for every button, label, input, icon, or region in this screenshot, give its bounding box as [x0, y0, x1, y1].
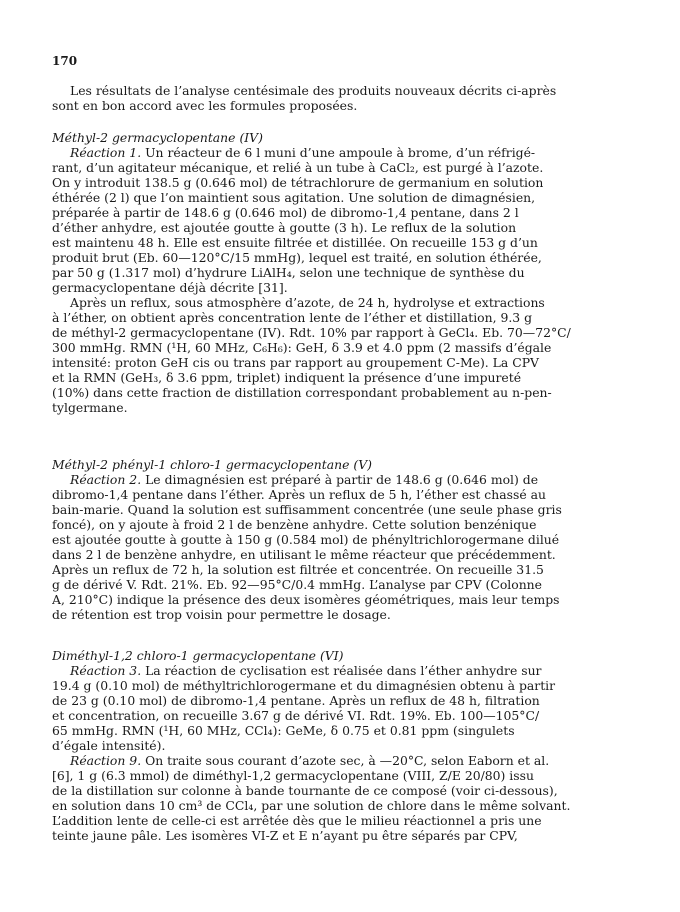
text-line: (10%) dans cette fraction de distillation correspondant probablement au n-pen- [52, 385, 552, 400]
text-line: de la distillation sur colonne à bande tournante de ce composé (voir ci-dessous), [52, 783, 558, 798]
text-line: bain-marie. Quand la solution est suffisamment concentrée (une seule phase gris [52, 502, 562, 517]
text-line: de 23 g (0.10 mol) de dibromo-1,4 pentane. Après un reflux de 48 h, filtration [52, 693, 540, 708]
section-heading: Méthyl-2 germacyclopentane (IV) [52, 130, 263, 145]
text-line: Réaction 9. On traite sous courant d’azote sec, à —20°C, selon Eaborn et al. [70, 753, 550, 768]
text-line: foncé), on y ajoute à froid 2 l de benzène anhydre. Cette solution benzénique [52, 517, 537, 532]
text-line: Réaction 3. La réaction de cyclisation est réalisée dans l’éther anhydre sur [70, 663, 542, 678]
text-line: A, 210°C) indique la présence des deux isomères géométriques, mais leur temps [52, 592, 560, 607]
text-line: à l’éther, on obtient après concentration lente de l’éther et distillation, 9.3 g [52, 310, 533, 325]
text-line: Réaction 1. Un réacteur de 6 l muni d’une ampoule à brome, d’un réfrigé- [70, 145, 536, 160]
text-line: L’addition lente de celle-ci est arrêtée dès que le milieu réactionnel a pris une [52, 813, 542, 828]
text-line: intensité: proton GeH cis ou trans par rapport au groupement C-Me). La CPV [52, 355, 539, 370]
text-line: tylgermane. [52, 400, 128, 415]
text-line: et la RMN (GeH₃, δ 3.6 ppm, triplet) indiquent la présence d’une impureté [52, 370, 522, 385]
text-line: 65 mmHg. RMN (¹H, 60 MHz, CCl₄): GeMe, δ 0.75 et 0.81 ppm (singulets [52, 723, 515, 738]
section-heading: Méthyl-2 phényl-1 chloro-1 germacyclopentane (V) [52, 457, 372, 472]
text-line: est maintenu 48 h. Elle est ensuite filtrée et distillée. On recueille 153 g d’un [52, 235, 538, 250]
text-line: de méthyl-2 germacyclopentane (IV). Rdt. 10% par rapport à GeCl₄. Eb. 70—72°C/ [52, 325, 571, 340]
text-line: produit brut (Eb. 60—120°C/15 mmHg), lequel est traité, en solution éthérée, [52, 250, 542, 265]
section-methyl-2-phenyl-1-chloro-1 [52, 457, 620, 622]
text-line: est ajoutée goutte à goutte à 150 g (0.584 mol) de phényltrichlorogermane dilué [52, 532, 560, 547]
text-line: Les résultats de l’analyse centésimale des produits nouveaux décrits ci-après [70, 83, 557, 98]
text-line: dans 2 l de benzène anhydre, en utilisant le même réacteur que précédemment. [52, 547, 556, 562]
section-heading: Diméthyl-1,2 chloro-1 germacyclopentane (VI) [52, 648, 344, 663]
text-line: Après un reflux de 72 h, la solution est filtrée et concentrée. On recueille 31.5 [52, 562, 544, 577]
text-line: Réaction 2. Le dimagnésien est préparé à partir de 148.6 g (0.646 mol) de [70, 472, 539, 487]
text-line: en solution dans 10 cm³ de CCl₄, par une solution de chlore dans le même solvant. [52, 798, 571, 813]
text-line: 19.4 g (0.10 mol) de méthyltrichlorogermane et du dimagnésien obtenu à partir [52, 678, 556, 693]
text-line: d’égale intensité). [52, 738, 166, 753]
text-line: 300 mmHg. RMN (¹H, 60 MHz, C₆H₆): GeH, δ 3.9 et 4.0 ppm (2 massifs d’égale [52, 340, 552, 355]
text-line: par 50 g (1.317 mol) d’hydrure LiAlH₄, selon une technique de synthèse du [52, 265, 525, 280]
text-line: dibromo-1,4 pentane dans l’éther. Après un reflux de 5 h, l’éther est chassé au [52, 487, 546, 502]
text-line: de rétention est trop voisin pour permettre le dosage. [52, 607, 391, 622]
text-line: Après un reflux, sous atmosphère d’azote, de 24 h, hydrolyse et extractions [70, 295, 545, 310]
text-line: teinte jaune pâle. Les isomères VI-Z et E n’ayant pu être séparés par CPV, [52, 828, 518, 843]
text-line: d’éther anhydre, est ajoutée goutte à goutte (3 h). Le reflux de la solution [52, 220, 517, 235]
section-dimethyl-1-2-chloro-1 [52, 648, 620, 843]
text-line: rant, d’un agitateur mécanique, et relié à un tube à CaCl₂, est purgé à l’azote. [52, 160, 544, 175]
text-line: On y introduit 138.5 g (0.646 mol) de tétrachlorure de germanium en solution [52, 175, 544, 190]
text-line: éthérée (2 l) que l’on maintient sous agitation. Une solution de dimagnésien, [52, 190, 536, 205]
text-line: [6], 1 g (6.3 mmol) de diméthyl-1,2 germacyclopentane (VIII, Z/E 20/80) issu [52, 768, 534, 783]
text-line: sont en bon accord avec les formules proposées. [52, 98, 358, 113]
text-line: et concentration, on recueille 3.67 g de dérivé VI. Rdt. 19%. Eb. 100—105°C/ [52, 708, 540, 723]
section-methyl-2-germacyclopentane [52, 130, 620, 415]
intro-paragraph [52, 83, 620, 113]
text-line: g de dérivé V. Rdt. 21%. Eb. 92—95°C/0.4 mmHg. L’analyse par CPV (Colonne [52, 577, 542, 592]
page-number: 170 [52, 54, 78, 68]
text-line: germacyclopentane déjà décrite [31]. [52, 280, 288, 295]
text-line: préparée à partir de 148.6 g (0.646 mol) de dibromo-1,4 pentane, dans 2 l [52, 205, 519, 220]
